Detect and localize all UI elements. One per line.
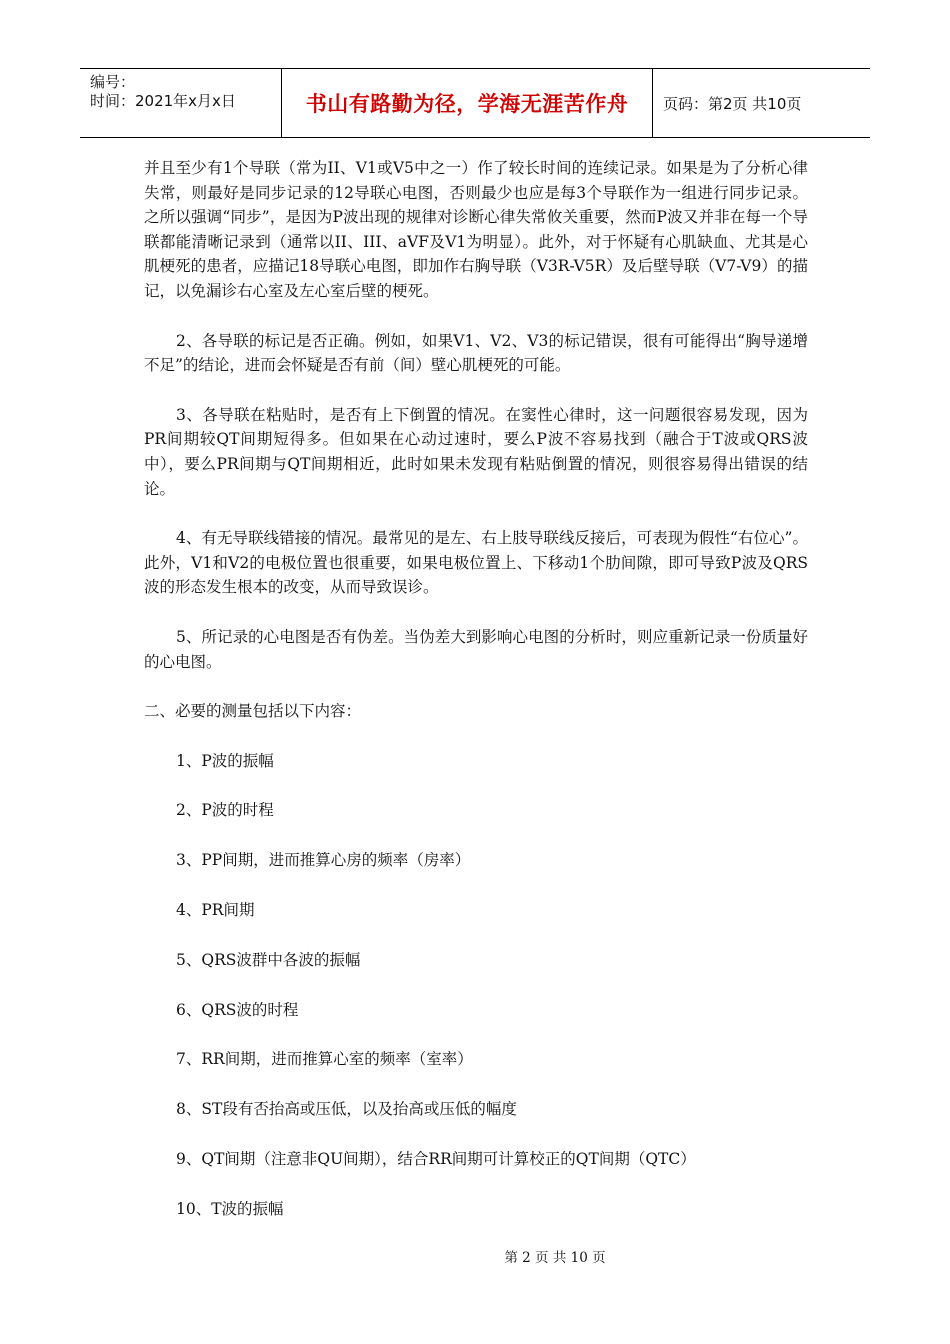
header-page-label: 页码：第2页 共10页 (663, 94, 802, 113)
list-item: 4、PR间期 (176, 901, 255, 920)
paragraph-2: 2、各导联的标记是否正确。例如，如果V1、V2、V3的标记错误，很有可能得出“胸导递增不足”的结论，进而会怀疑是否有前（间）壁心肌梗死的可能。 (144, 331, 808, 375)
header-motto: 书山有路勤为径，学海无涯苦作舟 (281, 69, 653, 137)
number-label: 编号： (90, 73, 136, 91)
document-body (144, 156, 808, 1247)
list-item: 5、QRS波群中各波的振幅 (176, 950, 361, 969)
list-item: 2、P波的时程 (176, 801, 274, 820)
list-item: 8、ST段有否抬高或压低，以及抬高或压低的幅度 (176, 1100, 517, 1119)
date-label: 时间：2021年x月x日 (90, 92, 236, 110)
paragraph-3: 3、各导联在粘贴时，是否有上下倒置的情况。在窦性心律时，这一问题很容易发现，因为PR间期较QT间期短得多。但如果在心动过速时，要么P波不容易找到（融合于T波或QRS波中），要么PR间期与QT间期相近，此时如果未发现有粘贴倒置的情况，则很容易得出错误的结论。 (144, 405, 808, 498)
list-item: 7、RR间期，进而推算心室的频率（室率） (176, 1050, 473, 1069)
paragraph-5: 5、所记录的心电图是否有伪差。当伪差大到影响心电图的分析时，则应重新记录一份质量好的心电图。 (144, 627, 808, 671)
header-meta (80, 69, 281, 137)
section-title: 二、必要的测量包括以下内容： (144, 702, 362, 721)
list-item: 9、QT间期（注意非QU间期），结合RR间期可计算校正的QT间期（QTC） (176, 1149, 696, 1168)
list-item: 1、P波的振幅 (176, 751, 274, 770)
paragraph-4: 4、有无导联线错接的情况。最常见的是左、右上肢导联线反接后，可表现为假性“右位心”。此外，V1和V2的电极位置也很重要，如果电极位置上、下移动1个肋间隙，即可导致P波及QRS波的形态发生根本的改变，从而导致误诊。 (144, 529, 808, 597)
list-item: 6、QRS波的时程 (176, 1000, 299, 1019)
paragraph-1: 并且至少有1个导联（常为II、V1或V5中之一）作了较长时间的连续记录。如果是为了分析心律失常，则最好是同步记录的12导联心电图，否则最少也应是每3个导联作为一组进行同步记录。之所以强调“同步”，是因为P波出现的规律对诊断心律失常攸关重要，然而P波又并非在每一个导联都能清晰记录到（通常以II、III、aVF及V1为明显）。此外，对于怀疑有心肌缺血、尤其是心肌梗死的患者，应描记18导联心电图，即加作右胸导联（V3R-V5R）及后壁导联（V7-V9）的描记，以免漏诊右心室及左心室后壁的梗死。 (144, 159, 808, 300)
page-footer: 第 2 页 共 10 页 (504, 1250, 606, 1266)
list-item: 3、PP间期，进而推算心房的频率（房率） (176, 851, 471, 870)
list-item: 10、T波的振幅 (176, 1199, 284, 1218)
page-header (80, 68, 870, 138)
